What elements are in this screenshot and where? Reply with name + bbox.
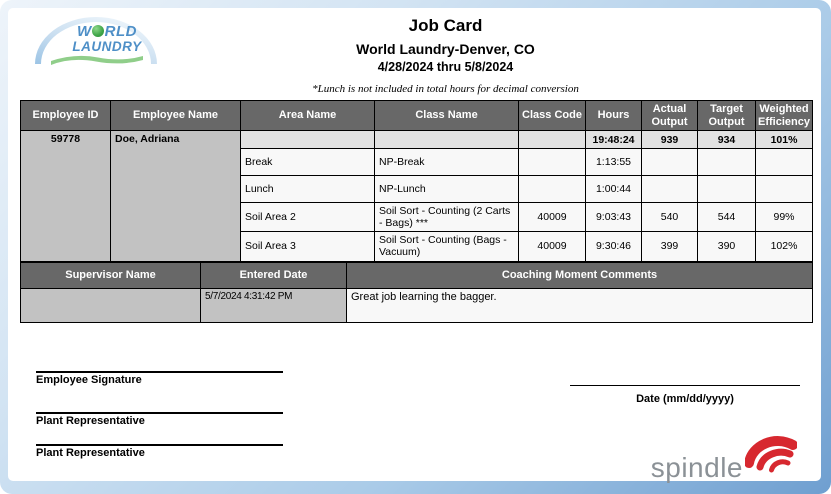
target-output-cell: 544: [698, 203, 756, 232]
plant-rep-signature-line-2: [36, 444, 283, 446]
col-header-actual-output: Actual Output: [642, 101, 698, 131]
area-cell: Lunch: [241, 176, 375, 203]
coaching-table: [20, 262, 813, 323]
plant-rep-label-1: Plant Representative: [36, 415, 145, 427]
actual-output-cell: [642, 176, 698, 203]
hours-cell: 1:00:44: [586, 176, 642, 203]
actual-output-cell: [642, 149, 698, 176]
date-range: 4/28/2024 thru 5/8/2024: [377, 60, 514, 74]
spindle-wordmark: spindle: [650, 452, 743, 484]
efficiency-cell: 102%: [756, 232, 813, 261]
class-name-cell: NP-Lunch: [375, 176, 519, 203]
summary-hours-cell: 19:48:24: [586, 131, 642, 149]
employee-summary-row: [21, 131, 813, 149]
lunch-note: *Lunch is not included in total hours for decimal conversion: [312, 83, 579, 95]
date-signature-line: [570, 385, 800, 386]
col-header-entered-date: Entered Date: [201, 263, 347, 289]
hours-cell: 1:13:55: [586, 149, 642, 176]
area-cell: Soil Area 2: [241, 203, 375, 232]
efficiency-cell: 99%: [756, 203, 813, 232]
area-cell: Break: [241, 149, 375, 176]
coaching-comment-cell: Great job learning the bagger.: [347, 289, 813, 323]
col-header-supervisor-name: Supervisor Name: [21, 263, 201, 289]
class-name-cell: Soil Sort - Counting (2 Carts - Bags) ***: [375, 203, 519, 232]
col-header-hours: Hours: [586, 101, 642, 131]
employee-signature-label: Employee Signature: [36, 374, 142, 386]
plant-rep-signature-line-1: [36, 412, 283, 414]
col-header-coaching-comments: Coaching Moment Comments: [347, 263, 813, 289]
actual-output-cell: 399: [642, 232, 698, 261]
logo-word-world: W RLD: [77, 23, 137, 40]
col-header-class-name: Class Name: [375, 101, 519, 131]
summary-class-cell: [375, 131, 519, 149]
class-code-cell: [519, 176, 586, 203]
summary-area-cell: [241, 131, 375, 149]
col-header-weighted-efficiency: Weighted Efficiency: [756, 101, 813, 131]
employee-name-cell: Doe, Adriana: [111, 131, 241, 261]
col-header-employee-id: Employee ID: [21, 101, 111, 131]
target-output-cell: 390: [698, 232, 756, 261]
col-header-class-code: Class Code: [519, 101, 586, 131]
target-output-cell: [698, 149, 756, 176]
col-header-employee-name: Employee Name: [111, 101, 241, 131]
class-code-cell: [519, 149, 586, 176]
area-cell: Soil Area 3: [241, 232, 375, 261]
plant-rep-label-2: Plant Representative: [36, 447, 145, 459]
logo-word-laundry: LAUNDRY: [72, 39, 142, 54]
summary-actual-output-cell: 939: [642, 131, 698, 149]
efficiency-cell: [756, 176, 813, 203]
date-label: Date (mm/dd/yyyy): [636, 393, 734, 405]
entered-date-cell: 5/7/2024 4:31:42 PM: [201, 289, 347, 323]
col-header-area-name: Area Name: [241, 101, 375, 131]
target-output-cell: [698, 176, 756, 203]
actual-output-cell: 540: [642, 203, 698, 232]
hours-cell: 9:03:43: [586, 203, 642, 232]
hours-cell: 9:30:46: [586, 232, 642, 261]
employee-signature-line: [36, 371, 283, 373]
class-code-cell: 40009: [519, 232, 586, 261]
supervisor-name-cell: [21, 289, 201, 323]
class-name-cell: Soil Sort - Counting (Bags - Vacuum): [375, 232, 519, 261]
spindle-brand: [650, 436, 797, 484]
coaching-row: [21, 289, 813, 323]
page-title: Job Card: [408, 16, 483, 35]
summary-target-output-cell: 934: [698, 131, 756, 149]
summary-weighted-efficiency-cell: 101%: [756, 131, 813, 149]
class-code-cell: 40009: [519, 203, 586, 232]
report-header: [60, 16, 831, 95]
job-table: [20, 100, 813, 262]
efficiency-cell: [756, 149, 813, 176]
spindle-swirl-icon: [745, 436, 797, 478]
class-name-cell: NP-Break: [375, 149, 519, 176]
employee-id-cell: 59778: [21, 131, 111, 261]
summary-class-code-cell: [519, 131, 586, 149]
job-table-header-row: [21, 101, 813, 131]
location-subtitle: World Laundry-Denver, CO: [356, 41, 535, 57]
col-header-target-output: Target Output: [698, 101, 756, 131]
coaching-table-header-row: [21, 263, 813, 289]
